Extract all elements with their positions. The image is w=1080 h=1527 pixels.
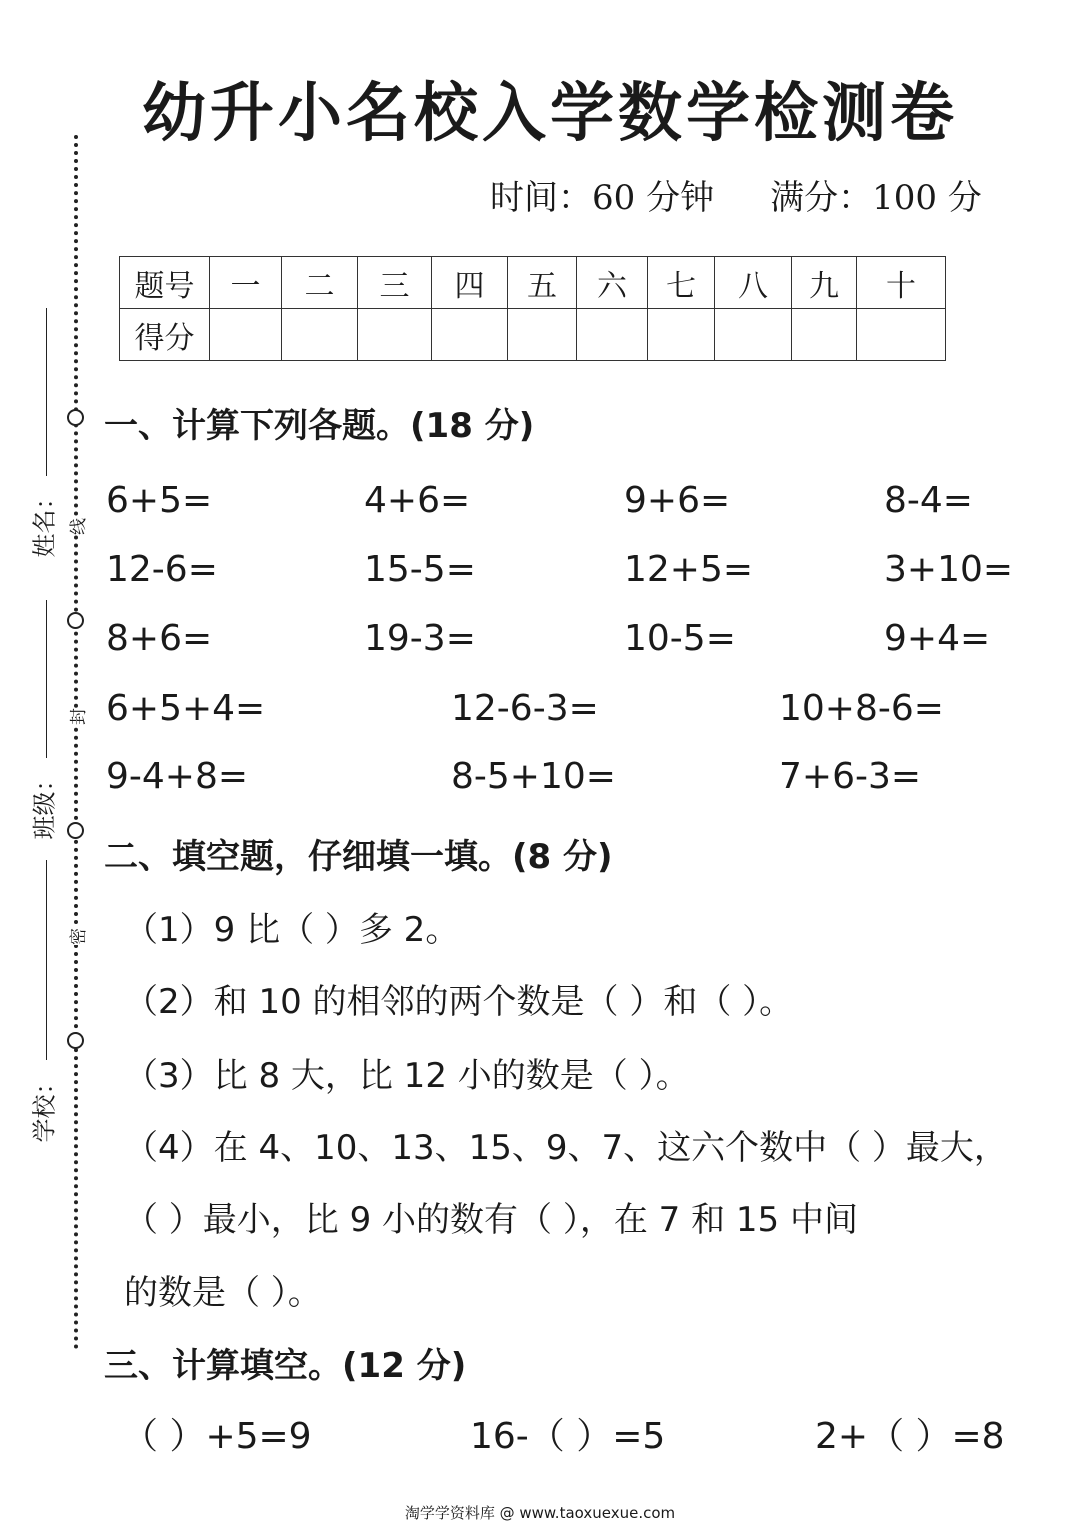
score-header-cell: 五 bbox=[508, 257, 577, 309]
score-cell bbox=[648, 309, 715, 361]
equation: 10+8-6= bbox=[779, 688, 944, 729]
equation: （ ）+5=9 bbox=[122, 1416, 312, 1457]
school-label: 学校： bbox=[30, 1070, 59, 1143]
equation: 2+（ ）=8 bbox=[815, 1416, 1005, 1457]
score-cell bbox=[792, 309, 857, 361]
score-header-cell: 七 bbox=[648, 257, 715, 309]
fill-blank-question: （ ）最小，比 9 小的数有（ ），在 7 和 15 中间 bbox=[124, 1200, 858, 1240]
score-header-cell: 二 bbox=[282, 257, 358, 309]
section1-heading: 一、计算下列各题。(18 分) bbox=[104, 406, 535, 446]
score-header-cell: 题号 bbox=[120, 257, 210, 309]
equation: 4+6= bbox=[364, 480, 471, 521]
score-header-cell: 六 bbox=[577, 257, 648, 309]
score-cell bbox=[857, 309, 946, 361]
score-table-header-row bbox=[120, 257, 946, 309]
equation: 6+5= bbox=[106, 480, 213, 521]
fill-blank-question: （3）比 8 大，比 12 小的数是（ ）。 bbox=[124, 1056, 690, 1096]
score-table bbox=[119, 256, 946, 361]
equation: 8-5+10= bbox=[451, 756, 616, 797]
score-cell bbox=[432, 309, 508, 361]
binding-hole-icon bbox=[67, 822, 84, 839]
exam-info bbox=[490, 170, 982, 219]
full-score: 满分：100 分 bbox=[770, 178, 982, 218]
page-title: 幼升小名校入学数学检测卷 bbox=[142, 76, 958, 151]
fill-blank-question: （2）和 10 的相邻的两个数是（ ）和（ ）。 bbox=[124, 982, 794, 1022]
equation: 9+4= bbox=[884, 618, 991, 659]
score-cell bbox=[508, 309, 577, 361]
score-cell bbox=[715, 309, 792, 361]
equation: 8-4= bbox=[884, 480, 973, 521]
score-header-cell: 一 bbox=[210, 257, 282, 309]
score-header-cell: 三 bbox=[358, 257, 432, 309]
score-header-cell: 十 bbox=[857, 257, 946, 309]
equation: 9+6= bbox=[624, 480, 731, 521]
fill-blank-question: 的数是（ ）。 bbox=[124, 1273, 322, 1313]
section3-heading: 三、计算填空。(12 分) bbox=[104, 1346, 467, 1386]
score-cell bbox=[358, 309, 432, 361]
equation: 15-5= bbox=[364, 549, 476, 590]
school-fill-line bbox=[46, 860, 47, 1060]
score-cell bbox=[210, 309, 282, 361]
equation: 6+5+4= bbox=[106, 688, 266, 729]
score-header-cell: 九 bbox=[792, 257, 857, 309]
equation: 3+10= bbox=[884, 549, 1014, 590]
equation: 8+6= bbox=[106, 618, 213, 659]
binding-word-xian: 线 bbox=[64, 518, 89, 535]
name-fill-line bbox=[46, 308, 47, 476]
score-table-score-row bbox=[120, 309, 946, 361]
binding-hole-icon bbox=[67, 409, 84, 426]
score-header-cell: 四 bbox=[432, 257, 508, 309]
fill-blank-question: （1）9 比（ ）多 2。 bbox=[124, 910, 460, 950]
binding-hole-icon bbox=[67, 1032, 84, 1049]
equation: 7+6-3= bbox=[779, 756, 922, 797]
binding-margin bbox=[0, 0, 100, 1527]
name-label: 姓名： bbox=[30, 485, 59, 558]
equation: 12-6= bbox=[106, 549, 218, 590]
class-fill-line bbox=[46, 600, 47, 758]
score-row-label: 得分 bbox=[120, 309, 210, 361]
score-header-cell: 八 bbox=[715, 257, 792, 309]
equation: 16-（ ）=5 bbox=[470, 1416, 666, 1457]
equation: 12+5= bbox=[624, 549, 754, 590]
time-limit: 时间：60 分钟 bbox=[490, 178, 715, 218]
equation: 10-5= bbox=[624, 618, 736, 659]
binding-dotted-line bbox=[74, 135, 78, 1350]
binding-word-mi: 密 bbox=[64, 928, 89, 945]
class-label: 班级： bbox=[30, 767, 59, 840]
equation: 12-6-3= bbox=[451, 688, 599, 729]
score-cell bbox=[282, 309, 358, 361]
footer-watermark: 淘学学资料库 @ www.taoxuexue.com bbox=[404, 1504, 676, 1522]
score-cell bbox=[577, 309, 648, 361]
section2-heading: 二、填空题，仔细填一填。(8 分) bbox=[104, 837, 613, 877]
fill-blank-question: （4）在 4、10、13、15、9、7、这六个数中（ ）最大， bbox=[124, 1128, 1008, 1168]
equation: 9-4+8= bbox=[106, 756, 249, 797]
equation: 19-3= bbox=[364, 618, 476, 659]
binding-word-feng: 封 bbox=[64, 708, 89, 725]
binding-hole-icon bbox=[67, 612, 84, 629]
